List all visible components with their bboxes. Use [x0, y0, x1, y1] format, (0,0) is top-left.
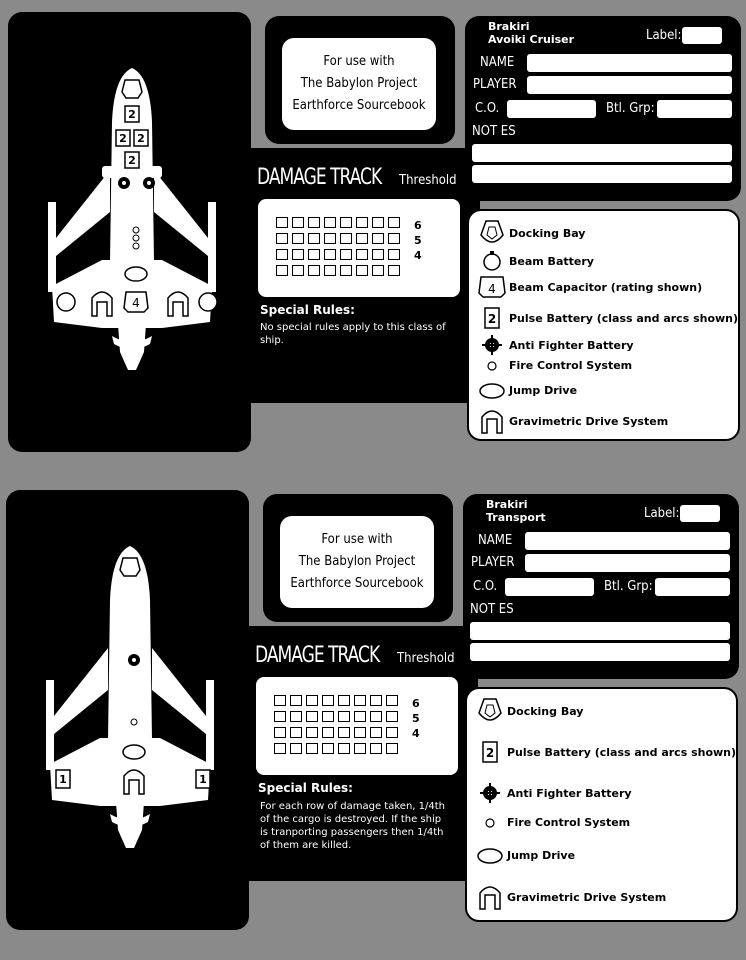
notes-field-1[interactable] [470, 622, 730, 640]
label-caption: Label: [646, 28, 682, 43]
special-rules-text: For each row of damage taken, 1/4th of the cargo is destroyed. If the ship is tranporting passengers then 1/4th of them are killed. [260, 801, 445, 851]
pulse-battery-icon [475, 307, 509, 329]
threshold-title: Threshold [397, 651, 455, 666]
ship-silhouette-panel [8, 12, 251, 452]
threshold-title: Threshold [399, 173, 457, 188]
label-caption: Label: [644, 506, 680, 521]
svg-text:2: 2 [485, 746, 495, 760]
legend-item: Beam Battery [475, 249, 594, 273]
damage-grid [276, 217, 404, 281]
source-line-3: Earthforce Sourcebook [292, 98, 426, 113]
anti-fighter-battery-icon [475, 335, 509, 355]
name-field[interactable] [527, 54, 732, 72]
notes-field-2[interactable] [472, 165, 732, 183]
label-field[interactable] [682, 27, 722, 44]
ship-silhouette [32, 52, 232, 382]
docking-bay-icon [473, 697, 507, 725]
source-box [280, 516, 434, 608]
source-box [282, 38, 436, 130]
legend-item: 2 Pulse Battery (class and arcs shown) [473, 741, 736, 763]
legend-item: Gravimetric Drive System [473, 883, 666, 911]
anti-fighter-battery-icon [473, 783, 507, 803]
legend-item: Docking Bay [475, 219, 585, 247]
svg-text:1: 1 [199, 773, 207, 786]
damage-row [274, 711, 402, 727]
source-line-3: Earthforce Sourcebook [290, 576, 424, 591]
ship-silhouette-panel [6, 490, 249, 930]
legend-item: Gravimetric Drive System [475, 407, 668, 435]
notes-field-1[interactable] [472, 144, 732, 162]
co-label: C.O. [475, 101, 500, 116]
damage-row [276, 217, 404, 233]
player-field[interactable] [525, 554, 730, 572]
legend-item: Jump Drive [475, 380, 577, 400]
ship-capacitor-mark: 4 [132, 296, 140, 310]
special-rules-title: Special Rules: [260, 303, 355, 317]
damage-grid [274, 695, 402, 759]
name-field[interactable] [525, 532, 730, 550]
notes-field-2[interactable] [470, 643, 730, 661]
legend-box [465, 687, 738, 922]
ship-card-avoiki [0, 12, 746, 462]
co-field[interactable] [507, 100, 596, 118]
damage-row [276, 265, 404, 281]
jump-drive-icon [475, 380, 509, 400]
label-field[interactable] [680, 505, 720, 522]
damage-track-title: DAMAGE TRACK [257, 164, 382, 190]
beam-capacitor-icon [475, 275, 509, 299]
threshold-numbers: 6 5 4 [414, 219, 422, 262]
threshold-numbers: 6 5 4 [412, 697, 420, 740]
legend-item: 2 Pulse Battery (class and arcs shown) [475, 307, 738, 329]
legend-item: Anti Fighter Battery [473, 783, 632, 803]
svg-text:2: 2 [487, 312, 497, 326]
ship-card-transport [0, 490, 746, 940]
damage-row [276, 233, 404, 249]
svg-text:2: 2 [119, 132, 127, 145]
damage-row [276, 249, 404, 265]
player-field[interactable] [527, 76, 732, 94]
ship-name: Brakiri Avoiki Cruiser [488, 20, 575, 46]
legend-item: Fire Control System [473, 816, 630, 829]
damage-row [274, 695, 402, 711]
source-line-2: The Babylon Project [300, 76, 418, 91]
co-field[interactable] [505, 578, 594, 596]
co-label: C.O. [473, 579, 498, 594]
pulse-battery-icon [473, 741, 507, 763]
fire-control-icon [475, 360, 509, 372]
jump-drive-icon [473, 845, 507, 865]
ship-pulse-mark: 2 [128, 108, 136, 121]
svg-text:4: 4 [488, 282, 496, 296]
legend-item: Docking Bay [473, 697, 583, 725]
notes-label: NOT ES [470, 602, 514, 617]
damage-row [274, 743, 402, 759]
legend-item: Fire Control System [475, 359, 632, 372]
player-label: PLAYER [471, 555, 515, 570]
legend-box [467, 209, 740, 441]
special-rules-title: Special Rules: [258, 781, 353, 795]
svg-text:2: 2 [128, 154, 136, 167]
player-label: PLAYER [473, 77, 517, 92]
source-line-1: For use with [323, 54, 395, 69]
damage-row [274, 727, 402, 743]
source-line-1: For use with [321, 532, 393, 547]
legend-item: 4 Beam Capacitor (rating shown) [475, 275, 702, 299]
name-label: NAME [480, 55, 515, 70]
legend-item: Anti Fighter Battery [475, 335, 634, 355]
source-line-2: The Babylon Project [298, 554, 416, 569]
docking-bay-icon [475, 219, 509, 247]
damage-track-title: DAMAGE TRACK [255, 642, 380, 668]
legend-item: Jump Drive [473, 845, 575, 865]
btl-grp-field[interactable] [655, 578, 730, 596]
ship-silhouette [30, 530, 230, 860]
btl-grp-label: Btl. Grp: [606, 101, 655, 116]
notes-label: NOT ES [472, 124, 516, 139]
btl-grp-label: Btl. Grp: [604, 579, 653, 594]
btl-grp-field[interactable] [657, 100, 732, 118]
name-label: NAME [478, 533, 513, 548]
ship-pulse-mark: 1 [59, 773, 67, 786]
ship-name: Brakiri Transport [486, 498, 546, 524]
special-rules-text: No special rules apply to this class of ship. [260, 322, 446, 346]
fire-control-icon [473, 817, 507, 829]
beam-battery-icon [475, 249, 509, 273]
svg-text:2: 2 [137, 132, 145, 145]
gravimetric-drive-icon [475, 407, 509, 435]
gravimetric-drive-icon [473, 883, 507, 911]
